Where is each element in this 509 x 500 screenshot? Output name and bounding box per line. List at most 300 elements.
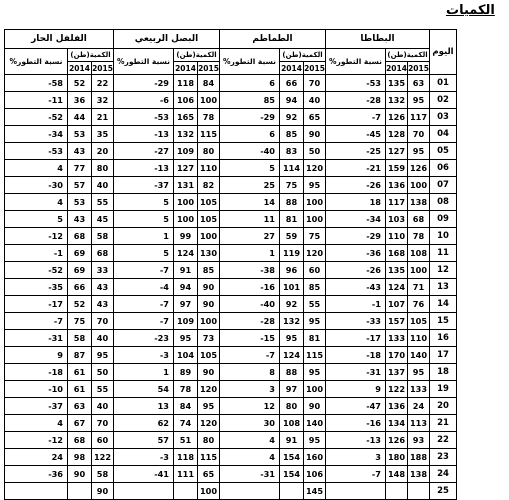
tomato-qty-2015-cell: 90 xyxy=(304,126,326,143)
tomato-qty-2014-cell: 85 xyxy=(280,126,304,143)
tomato-qty-2014-cell: 101 xyxy=(280,279,304,296)
hot-pepper-evolution-cell: 1- xyxy=(5,245,68,262)
hot-pepper-evolution-cell: 4 xyxy=(5,415,68,432)
spring-onion-evolution-cell: 37- xyxy=(114,177,174,194)
hot-pepper-qty-2015-cell: 43 xyxy=(92,279,114,296)
spring-onion-qty-2014-cell: 100 xyxy=(174,211,198,228)
page-title: الكميات xyxy=(446,3,495,18)
hot-pepper-evolution-cell: 52- xyxy=(5,109,68,126)
potato-evolution-cell: 7- xyxy=(326,466,386,483)
day-cell: 18 xyxy=(430,364,457,381)
spring-onion-evolution-cell: 41- xyxy=(114,466,174,483)
spring-onion-qty-2015-cell: 100 xyxy=(198,92,220,109)
hot-pepper-evolution-cell: 37- xyxy=(5,398,68,415)
potato-qty-2015-cell: 138 xyxy=(408,466,430,483)
spring-onion-qty-2015-cell: 110 xyxy=(198,160,220,177)
spring-onion-qty-2014-cell: 132 xyxy=(174,126,198,143)
potato-qty-2015-cell: 78 xyxy=(408,228,430,245)
table-row xyxy=(5,211,457,228)
tomato-evolution-cell: 28- xyxy=(220,313,280,330)
day-header: اليوم xyxy=(430,30,457,75)
hot-pepper-evolution-cell: 11- xyxy=(5,92,68,109)
tomato-qty-2015-cell: 70 xyxy=(304,75,326,92)
hot-pepper-qty-2015-cell: 35 xyxy=(92,126,114,143)
potato-qty-2015-cell: 71 xyxy=(408,279,430,296)
table-body xyxy=(5,75,457,500)
tomato-qty-2015-cell: 95 xyxy=(304,313,326,330)
spring-onion-qty-2015-cell: 90 xyxy=(198,364,220,381)
day-cell: 02 xyxy=(430,92,457,109)
potato-qty-2014-cell: 136 xyxy=(386,177,408,194)
hot-pepper-evolution-cell: 24 xyxy=(5,449,68,466)
spring-onion-qty-2014-cell: 124 xyxy=(174,245,198,262)
potato-qty-2014-cell: 134 xyxy=(386,415,408,432)
spring-onion-qty-2015-cell: 85 xyxy=(198,262,220,279)
tomato-qty-2014-cell: 95 xyxy=(280,330,304,347)
spring-onion-evolution-cell: 13- xyxy=(114,160,174,177)
day-cell: 01 xyxy=(430,75,457,92)
hot-pepper-qty-2014-cell: 69 xyxy=(68,245,92,262)
spring-onion-qty-2014-cell: 131 xyxy=(174,177,198,194)
tomato-qty-2014-cell: 94 xyxy=(280,92,304,109)
quantity-header: الكمية(طن) xyxy=(280,49,326,62)
spring-onion-qty-2015-cell: 78 xyxy=(198,109,220,126)
table-row xyxy=(5,313,457,330)
spring-onion-evolution-cell: 27- xyxy=(114,143,174,160)
potato-evolution-cell: 17- xyxy=(326,330,386,347)
evolution-header: نسبة التطور% xyxy=(220,49,280,75)
spring-onion-qty-2014-cell: 109 xyxy=(174,313,198,330)
tomato-qty-2015-cell: 90 xyxy=(304,398,326,415)
spring-onion-qty-2014-cell: 127 xyxy=(174,160,198,177)
hot-pepper-qty-2014-cell: 87 xyxy=(68,347,92,364)
table-row xyxy=(5,279,457,296)
day-cell: 16 xyxy=(430,330,457,347)
potato-qty-2014-cell: 170 xyxy=(386,347,408,364)
spring-onion-qty-2015-cell: 90 xyxy=(198,279,220,296)
tomato-qty-2015-cell: 50 xyxy=(304,143,326,160)
spring-onion-qty-2014-cell: 51 xyxy=(174,432,198,449)
hot-pepper-qty-2015-cell: 70 xyxy=(92,313,114,330)
potato-qty-2014-cell: 117 xyxy=(386,194,408,211)
tomato-qty-2015-cell: 120 xyxy=(304,245,326,262)
spring-onion-qty-2014-cell: 94 xyxy=(174,279,198,296)
table-row xyxy=(5,92,457,109)
spring-onion-qty-2015-cell: 100 xyxy=(198,228,220,245)
spring-onion-qty-2015-cell: 80 xyxy=(198,143,220,160)
day-cell: 20 xyxy=(430,398,457,415)
tomato-qty-2014-cell: 124 xyxy=(280,347,304,364)
tomato-qty-2015-cell: 65 xyxy=(304,109,326,126)
spring-onion-qty-2014-cell xyxy=(174,483,198,500)
potato-qty-2014-cell: 122 xyxy=(386,381,408,398)
potato-qty-2014-cell: 132 xyxy=(386,92,408,109)
tomato-evolution-cell: 8 xyxy=(220,364,280,381)
hot-pepper-qty-2014-cell: 67 xyxy=(68,415,92,432)
evolution-header: نسبة التطور% xyxy=(326,49,386,75)
tomato-qty-2014-cell: 114 xyxy=(280,160,304,177)
tomato-evolution-cell: 5 xyxy=(220,160,280,177)
tomato-qty-2014-cell: 75 xyxy=(280,177,304,194)
year-2014-header: 2014 xyxy=(386,63,407,73)
potato-evolution-cell: 21- xyxy=(326,160,386,177)
spring-onion-qty-2014-cell: 99 xyxy=(174,228,198,245)
spring-onion-qty-2015-cell: 130 xyxy=(198,245,220,262)
table-row xyxy=(5,126,457,143)
hot-pepper-evolution-cell: 5 xyxy=(5,211,68,228)
potato-qty-2015-cell: 140 xyxy=(408,347,430,364)
table-row xyxy=(5,194,457,211)
spring-onion-evolution-cell: 3- xyxy=(114,449,174,466)
spring-onion-evolution-cell: 57 xyxy=(114,432,174,449)
hot-pepper-evolution-cell: 31- xyxy=(5,330,68,347)
tomato-qty-2015-cell: 100 xyxy=(304,194,326,211)
hot-pepper-qty-2014-cell: 43 xyxy=(68,143,92,160)
hot-pepper-qty-2015-cell: 33 xyxy=(92,262,114,279)
spring-onion-qty-2014-cell: 165 xyxy=(174,109,198,126)
spring-onion-qty-2014-cell: 100 xyxy=(174,194,198,211)
potato-evolution-cell: 18- xyxy=(326,347,386,364)
spring-onion-qty-2015-cell: 73 xyxy=(198,330,220,347)
spring-onion-qty-2014-cell: 74 xyxy=(174,415,198,432)
tomato-qty-2014-cell xyxy=(280,483,304,500)
hot-pepper-qty-2014-cell: 43 xyxy=(68,211,92,228)
hot-pepper-qty-2015-cell: 40 xyxy=(92,330,114,347)
day-cell: 23 xyxy=(430,449,457,466)
tomato-evolution-cell: 4 xyxy=(220,432,280,449)
spring-onion-qty-2015-cell: 120 xyxy=(198,415,220,432)
tomato-evolution-cell: 4 xyxy=(220,449,280,466)
hot-pepper-qty-2015-cell: 20 xyxy=(92,143,114,160)
hot-pepper-qty-2014-cell: 90 xyxy=(68,466,92,483)
tomato-qty-2015-cell: 145 xyxy=(304,483,326,500)
potato-qty-2014-cell: 136 xyxy=(386,398,408,415)
tomato-qty-2015-cell: 95 xyxy=(304,432,326,449)
year-2014-header: 2014 xyxy=(281,63,302,73)
hot-pepper-qty-2015-cell: 43 xyxy=(92,296,114,313)
hot-pepper-qty-2014-cell: 68 xyxy=(68,432,92,449)
year-2015-header: 2015 xyxy=(198,63,219,73)
hot-pepper-qty-2014-cell: 58 xyxy=(68,330,92,347)
potato-qty-2015-cell: 108 xyxy=(408,245,430,262)
spring-onion-qty-2014-cell: 109 xyxy=(174,143,198,160)
potato-qty-2014-cell: 148 xyxy=(386,466,408,483)
spring-onion-qty-2015-cell: 82 xyxy=(198,177,220,194)
spring-onion-qty-2014-cell: 118 xyxy=(174,75,198,92)
potato-qty-2015-cell: 100 xyxy=(408,177,430,194)
day-cell: 11 xyxy=(430,245,457,262)
potato-evolution-cell: 28- xyxy=(326,92,386,109)
hot-pepper-evolution-cell: 53- xyxy=(5,143,68,160)
tomato-qty-2014-cell: 88 xyxy=(280,194,304,211)
potato-qty-2015-cell xyxy=(408,483,430,500)
tomato-evolution-cell: 16- xyxy=(220,279,280,296)
spring-onion-evolution-cell: 7- xyxy=(114,313,174,330)
potato-evolution-cell: 33- xyxy=(326,313,386,330)
tomato-evolution-cell: 6 xyxy=(220,75,280,92)
tomato-qty-2014-cell: 66 xyxy=(280,75,304,92)
spring-onion-evolution-cell: 1 xyxy=(114,364,174,381)
hot-pepper-qty-2014-cell: 68 xyxy=(68,228,92,245)
spring-onion-qty-2015-cell: 105 xyxy=(198,347,220,364)
day-cell: 19 xyxy=(430,381,457,398)
table-row xyxy=(5,160,457,177)
year-2015-header: 2015 xyxy=(408,63,429,73)
potato-qty-2014-cell: 126 xyxy=(386,109,408,126)
tomato-qty-2015-cell: 140 xyxy=(304,415,326,432)
potato-qty-2015-cell: 126 xyxy=(408,160,430,177)
spring-onion-qty-2014-cell: 91 xyxy=(174,262,198,279)
tomato-qty-2014-cell: 132 xyxy=(280,313,304,330)
potato-qty-2014-cell: 124 xyxy=(386,279,408,296)
tomato-qty-2015-cell: 100 xyxy=(304,381,326,398)
hot-pepper-evolution-cell: 4 xyxy=(5,160,68,177)
product-header-potato: البطاطا xyxy=(326,30,430,49)
table-row xyxy=(5,398,457,415)
tomato-evolution-cell xyxy=(220,483,280,500)
tomato-qty-2015-cell: 95 xyxy=(304,364,326,381)
hot-pepper-evolution-cell: 35- xyxy=(5,279,68,296)
day-cell: 04 xyxy=(430,126,457,143)
hot-pepper-evolution-cell: 36- xyxy=(5,466,68,483)
tomato-evolution-cell: 1 xyxy=(220,245,280,262)
hot-pepper-qty-2015-cell: 95 xyxy=(92,347,114,364)
tomato-qty-2014-cell: 119 xyxy=(280,245,304,262)
tomato-qty-2015-cell: 115 xyxy=(304,347,326,364)
product-header-spring-onion: البصل الربيعي xyxy=(114,30,220,49)
spring-onion-evolution-cell: 62 xyxy=(114,415,174,432)
tomato-qty-2015-cell: 60 xyxy=(304,262,326,279)
hot-pepper-qty-2015-cell: 68 xyxy=(92,245,114,262)
tomato-qty-2014-cell: 91 xyxy=(280,432,304,449)
spring-onion-qty-2014-cell: 104 xyxy=(174,347,198,364)
day-cell: 12 xyxy=(430,262,457,279)
potato-qty-2015-cell: 76 xyxy=(408,296,430,313)
potato-qty-2014-cell: 135 xyxy=(386,262,408,279)
potato-qty-2015-cell: 95 xyxy=(408,143,430,160)
hot-pepper-qty-2014-cell: 69 xyxy=(68,262,92,279)
potato-qty-2015-cell: 95 xyxy=(408,364,430,381)
spring-onion-qty-2015-cell: 115 xyxy=(198,449,220,466)
hot-pepper-qty-2014-cell: 53 xyxy=(68,194,92,211)
hot-pepper-evolution-cell: 4 xyxy=(5,194,68,211)
tomato-evolution-cell: 29- xyxy=(220,109,280,126)
tomato-evolution-cell: 7- xyxy=(220,347,280,364)
hot-pepper-evolution-cell: 17- xyxy=(5,296,68,313)
table-row xyxy=(5,262,457,279)
table-row xyxy=(5,432,457,449)
product-header-hot-pepper: الفلفل الحار xyxy=(5,30,114,49)
hot-pepper-qty-2014-cell: 36 xyxy=(68,92,92,109)
potato-evolution-cell: 1- xyxy=(326,296,386,313)
evolution-header: نسبة التطور% xyxy=(114,49,174,75)
tomato-qty-2014-cell: 88 xyxy=(280,364,304,381)
hot-pepper-qty-2015-cell: 70 xyxy=(92,415,114,432)
tomato-qty-2015-cell: 100 xyxy=(304,211,326,228)
day-cell: 09 xyxy=(430,211,457,228)
spring-onion-evolution-cell: 1 xyxy=(114,228,174,245)
potato-qty-2014-cell: 135 xyxy=(386,75,408,92)
day-cell: 15 xyxy=(430,313,457,330)
hot-pepper-qty-2015-cell: 58 xyxy=(92,466,114,483)
spring-onion-qty-2015-cell: 95 xyxy=(198,398,220,415)
hot-pepper-qty-2015-cell: 40 xyxy=(92,398,114,415)
potato-qty-2014-cell: 107 xyxy=(386,296,408,313)
potato-evolution-cell: 26- xyxy=(326,177,386,194)
day-cell: 05 xyxy=(430,143,457,160)
potato-qty-2014-cell: 103 xyxy=(386,211,408,228)
table-row xyxy=(5,143,457,160)
day-cell: 21 xyxy=(430,415,457,432)
spring-onion-qty-2015-cell: 100 xyxy=(198,483,220,500)
spring-onion-evolution-cell: 54 xyxy=(114,381,174,398)
spring-onion-qty-2014-cell: 89 xyxy=(174,364,198,381)
spring-onion-qty-2014-cell: 78 xyxy=(174,381,198,398)
day-cell: 08 xyxy=(430,194,457,211)
hot-pepper-evolution-cell: 12- xyxy=(5,228,68,245)
potato-evolution-cell: 47- xyxy=(326,398,386,415)
potato-evolution-cell: 25- xyxy=(326,143,386,160)
tomato-evolution-cell: 12 xyxy=(220,398,280,415)
tomato-evolution-cell: 27 xyxy=(220,228,280,245)
potato-qty-2015-cell: 113 xyxy=(408,415,430,432)
day-cell: 13 xyxy=(430,279,457,296)
potato-qty-2015-cell: 110 xyxy=(408,330,430,347)
spring-onion-evolution-cell: 7- xyxy=(114,262,174,279)
potato-qty-2014-cell: 126 xyxy=(386,432,408,449)
tomato-qty-2014-cell: 96 xyxy=(280,262,304,279)
day-cell: 07 xyxy=(430,177,457,194)
day-cell: 17 xyxy=(430,347,457,364)
potato-qty-2015-cell: 70 xyxy=(408,126,430,143)
tomato-evolution-cell: 85 xyxy=(220,92,280,109)
tomato-evolution-cell: 31- xyxy=(220,466,280,483)
potato-evolution-cell: 31- xyxy=(326,364,386,381)
potato-qty-2015-cell: 93 xyxy=(408,432,430,449)
potato-evolution-cell: 43- xyxy=(326,279,386,296)
tomato-qty-2014-cell: 154 xyxy=(280,449,304,466)
hot-pepper-qty-2015-cell: 122 xyxy=(92,449,114,466)
tomato-qty-2015-cell: 55 xyxy=(304,296,326,313)
day-cell: 06 xyxy=(430,160,457,177)
hot-pepper-qty-2015-cell: 60 xyxy=(92,432,114,449)
spring-onion-evolution-cell: 29- xyxy=(114,75,174,92)
quantity-header: الكمية(طن) xyxy=(68,49,114,62)
potato-evolution-cell: 16- xyxy=(326,415,386,432)
spring-onion-qty-2015-cell: 105 xyxy=(198,194,220,211)
hot-pepper-qty-2015-cell: 22 xyxy=(92,75,114,92)
tomato-qty-2015-cell: 160 xyxy=(304,449,326,466)
potato-qty-2014-cell: 168 xyxy=(386,245,408,262)
tomato-qty-2014-cell: 59 xyxy=(280,228,304,245)
hot-pepper-qty-2014-cell: 66 xyxy=(68,279,92,296)
spring-onion-evolution-cell: 6- xyxy=(114,92,174,109)
potato-qty-2015-cell: 133 xyxy=(408,381,430,398)
hot-pepper-evolution-cell: 7- xyxy=(5,313,68,330)
spring-onion-qty-2015-cell: 84 xyxy=(198,75,220,92)
table-row xyxy=(5,466,457,483)
potato-evolution-cell: 34- xyxy=(326,211,386,228)
hot-pepper-qty-2014-cell: 63 xyxy=(68,398,92,415)
tomato-evolution-cell: 6 xyxy=(220,126,280,143)
year-2015-header: 2015 xyxy=(92,63,113,73)
spring-onion-qty-2014-cell: 118 xyxy=(174,449,198,466)
potato-qty-2015-cell: 105 xyxy=(408,313,430,330)
table-row xyxy=(5,330,457,347)
potato-evolution-cell: 53- xyxy=(326,75,386,92)
tomato-qty-2015-cell: 106 xyxy=(304,466,326,483)
hot-pepper-evolution-cell: 34- xyxy=(5,126,68,143)
hot-pepper-qty-2014-cell: 61 xyxy=(68,364,92,381)
quantity-header: الكمية(طن) xyxy=(386,49,430,62)
potato-qty-2015-cell: 63 xyxy=(408,75,430,92)
hot-pepper-qty-2014-cell: 44 xyxy=(68,109,92,126)
potato-qty-2015-cell: 68 xyxy=(408,211,430,228)
potato-evolution-cell: 9 xyxy=(326,381,386,398)
spring-onion-evolution-cell: 5 xyxy=(114,245,174,262)
table-row xyxy=(5,228,457,245)
spring-onion-qty-2015-cell: 115 xyxy=(198,126,220,143)
tomato-evolution-cell: 11 xyxy=(220,211,280,228)
hot-pepper-evolution-cell: 10- xyxy=(5,381,68,398)
tomato-evolution-cell: 40- xyxy=(220,143,280,160)
hot-pepper-qty-2014-cell: 77 xyxy=(68,160,92,177)
evolution-header: نسبة التطور% xyxy=(5,49,68,75)
spring-onion-evolution-cell: 7- xyxy=(114,296,174,313)
potato-qty-2014-cell: 128 xyxy=(386,126,408,143)
potato-evolution-cell: 7- xyxy=(326,109,386,126)
tomato-evolution-cell: 15- xyxy=(220,330,280,347)
hot-pepper-qty-2015-cell: 90 xyxy=(92,483,114,500)
hot-pepper-qty-2014-cell xyxy=(68,483,92,500)
potato-qty-2015-cell: 100 xyxy=(408,262,430,279)
spring-onion-qty-2015-cell: 80 xyxy=(198,432,220,449)
table-row xyxy=(5,245,457,262)
potato-evolution-cell: 26- xyxy=(326,262,386,279)
tomato-evolution-cell: 3 xyxy=(220,381,280,398)
tomato-qty-2014-cell: 108 xyxy=(280,415,304,432)
hot-pepper-evolution-cell: 30- xyxy=(5,177,68,194)
potato-qty-2014-cell: 133 xyxy=(386,330,408,347)
tomato-qty-2014-cell: 83 xyxy=(280,143,304,160)
year-2014-header: 2014 xyxy=(69,63,90,73)
potato-evolution-cell: 13- xyxy=(326,432,386,449)
spring-onion-evolution-cell xyxy=(114,483,174,500)
table-row xyxy=(5,483,457,500)
potato-qty-2015-cell: 24 xyxy=(408,398,430,415)
spring-onion-evolution-cell: 13- xyxy=(114,126,174,143)
hot-pepper-qty-2015-cell: 21 xyxy=(92,109,114,126)
potato-evolution-cell: 45- xyxy=(326,126,386,143)
hot-pepper-qty-2015-cell: 40 xyxy=(92,177,114,194)
tomato-evolution-cell: 30 xyxy=(220,415,280,432)
spring-onion-qty-2014-cell: 111 xyxy=(174,466,198,483)
spring-onion-evolution-cell: 53- xyxy=(114,109,174,126)
day-cell: 22 xyxy=(430,432,457,449)
tomato-qty-2015-cell: 40 xyxy=(304,92,326,109)
potato-qty-2015-cell: 138 xyxy=(408,194,430,211)
potato-evolution-cell: 3 xyxy=(326,449,386,466)
spring-onion-qty-2015-cell: 100 xyxy=(198,313,220,330)
tomato-qty-2015-cell: 81 xyxy=(304,330,326,347)
hot-pepper-qty-2014-cell: 75 xyxy=(68,313,92,330)
table-row xyxy=(5,296,457,313)
potato-evolution-cell: 29- xyxy=(326,228,386,245)
spring-onion-qty-2014-cell: 106 xyxy=(174,92,198,109)
day-cell: 24 xyxy=(430,466,457,483)
potato-qty-2014-cell: 127 xyxy=(386,143,408,160)
table-row xyxy=(5,177,457,194)
